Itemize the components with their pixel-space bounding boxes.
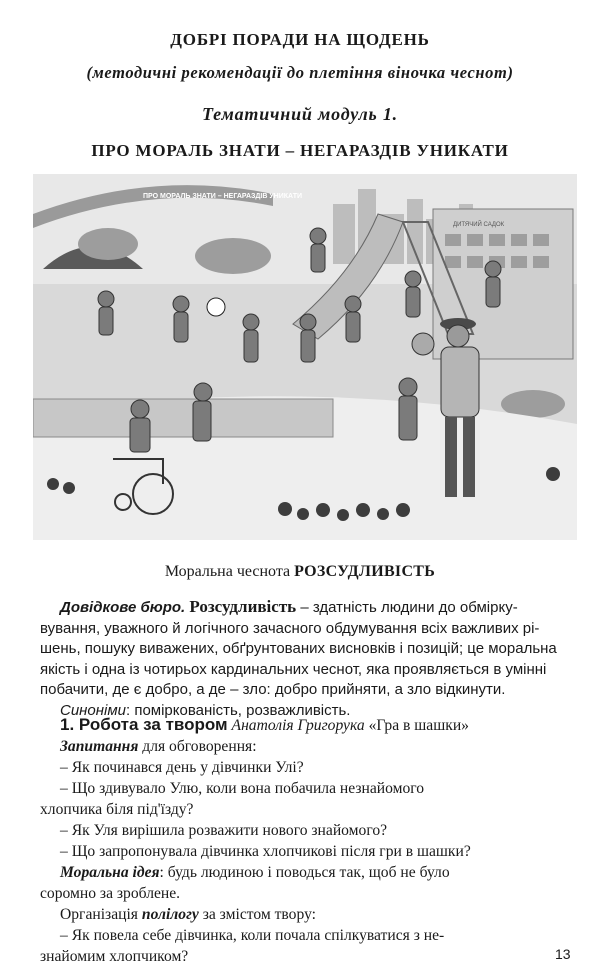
banner-text: ПРО МОРАЛЬ ЗНАТИ – НЕГАРАЗДІВ УНИКАТИ <box>143 193 303 200</box>
idea-label: Моральна ідея <box>60 864 160 881</box>
info-line: побачити, де є добро, а де – зло: добро прийняти, а зло відкинути. <box>40 681 506 698</box>
info-term: Розсудливість <box>189 597 297 616</box>
polylog-term: полілогу <box>141 906 199 923</box>
playground-illustration <box>33 174 577 540</box>
info-block <box>40 597 592 721</box>
module-title: ПРО МОРАЛЬ ЗНАТИ – НЕГАРАЗДІВ УНИКАТИ <box>91 141 509 160</box>
question-item: – Як Уля вирішила розважити нового знайомого? <box>60 822 388 839</box>
section-author: Анатолія Григорука <box>231 717 365 734</box>
virtue-prefix: Моральна чеснота <box>164 563 291 580</box>
questions-text: для обговорення: <box>138 738 257 755</box>
info-line <box>40 597 592 619</box>
question-item: – Що здивувало Улю, коли вона побачила незнайомого <box>60 780 425 797</box>
polylog-line <box>40 904 592 925</box>
page-number: 13 <box>555 946 571 962</box>
info-line: якість і одна із чотирьох кардинальних чеснот, яка проявляється в умінні <box>40 660 547 678</box>
section-work <box>40 714 592 967</box>
synonyms-label: Синоніми <box>60 701 126 719</box>
virtue-name: РОЗСУДЛИВІСТЬ <box>294 563 436 580</box>
idea-line-cont: соромно за зроблене. <box>40 885 181 902</box>
question-item: – Як повела себе дівчинка, коли почала спілкуватися з не- <box>60 927 445 944</box>
idea-text: : будь людиною і поводься так, щоб не було <box>159 864 450 881</box>
section-heading-line <box>40 714 592 736</box>
info-line: шень, пошуку виважених, обґрунтованих висновків і позицій; це моральна <box>40 640 557 657</box>
info-line: вування, уважного й логічного зачасного обдумування всіх важливих рі- <box>40 619 540 637</box>
questions-line <box>40 736 592 757</box>
synonyms-text: : поміркованість, розважливість. <box>125 701 351 719</box>
section-work-title: «Гра в шашки» <box>368 717 469 734</box>
ball <box>207 298 225 316</box>
questions-label: Запитання <box>60 738 139 755</box>
building-sign: ДИТЯЧИЙ САДОК <box>453 222 505 228</box>
question-item-cont: знайомим хлопчиком? <box>40 948 189 965</box>
module-heading: Тематичний модуль 1. <box>202 104 398 124</box>
idea-line <box>40 862 592 883</box>
section-heading: 1. Робота за твором <box>60 715 228 734</box>
question-item: – Що запропонувала дівчинка хлопчикові після гри в шашки? <box>60 843 471 860</box>
virtue-heading <box>0 563 600 581</box>
ball <box>412 333 434 355</box>
page-title: ДОБРІ ПОРАДИ НА ЩОДЕНЬ <box>170 30 430 49</box>
question-item-cont: хлопчика біля під'їзду? <box>40 801 194 818</box>
polylog-text: за змістом твору: <box>198 906 316 923</box>
info-label: Довідкове бюро. <box>60 599 186 616</box>
question-item: – Як починався день у дівчинки Улі? <box>60 759 304 776</box>
page-subtitle: (методичні рекомендації до плетіння віночка чеснот) <box>86 63 514 82</box>
fence <box>33 399 333 437</box>
polylog-text: Організація <box>60 906 142 923</box>
info-text: – здатність людини до обмірку- <box>296 599 518 616</box>
